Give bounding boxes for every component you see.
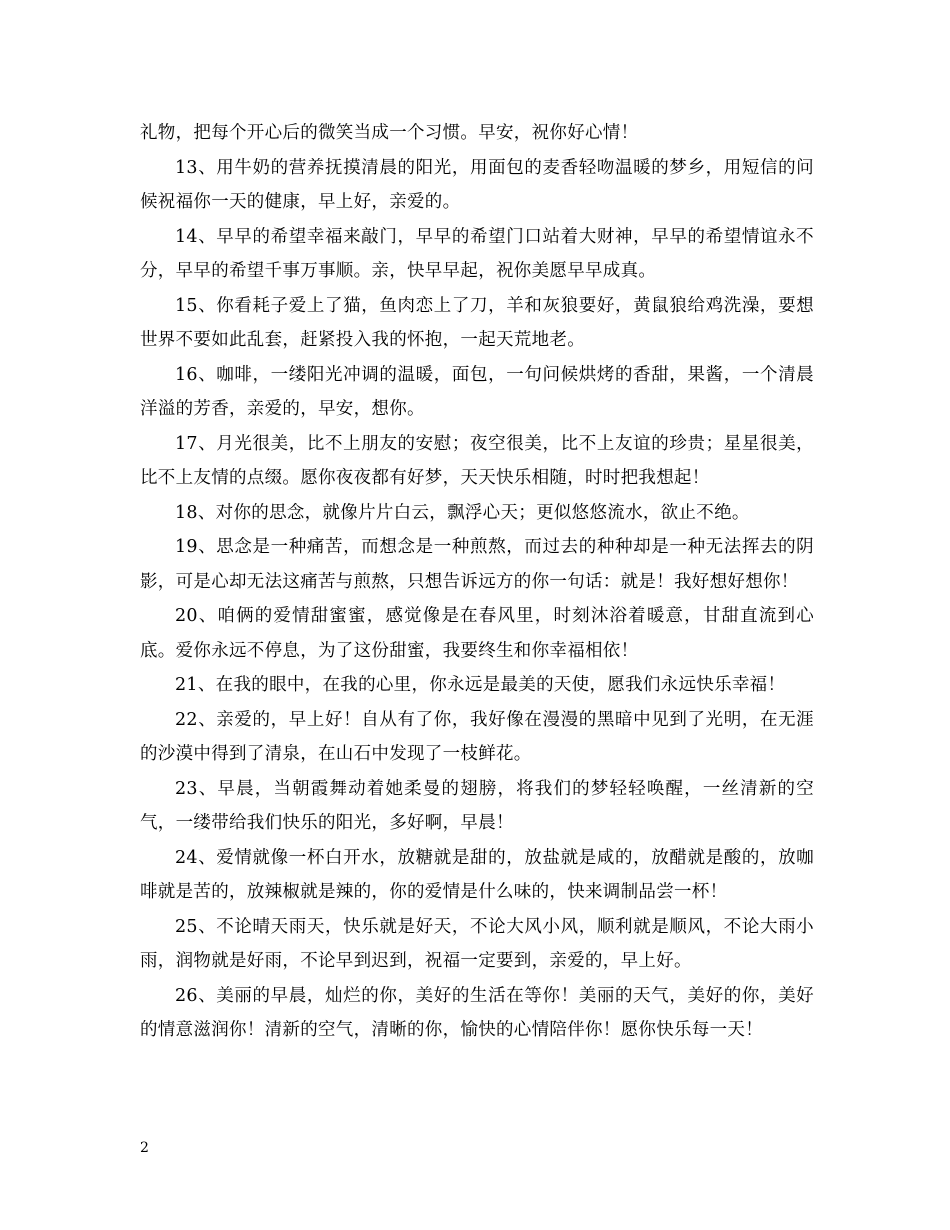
paragraph-14: 14、早早的希望幸福来敲门，早早的希望门口站着大财神，早早的希望情谊永不分，早早的希望千事万事顺。亲，快早早起，祝你美愿早早成真。 bbox=[140, 226, 814, 281]
paragraph-22: 22、亲爱的，早上好！自从有了你，我好像在漫漫的黑暗中见到了光明，在无涯的沙漠中得到了清泉，在山石中发现了一枝鲜花。 bbox=[140, 709, 814, 764]
paragraph-18: 18、对你的思念，就像片片白云，飘浮心天；更似悠悠流水，欲止不绝。 bbox=[175, 502, 750, 523]
paragraph-26: 26、美丽的早晨，灿烂的你，美好的生活在等你！美丽的天气，美好的你，美好的情意滋润你！清新的空气，清晰的你，愉快的心情陪伴你！愿你快乐每一天！ bbox=[140, 985, 814, 1040]
paragraph-15: 15、你看耗子爱上了猫，鱼肉恋上了刀，羊和灰狼要好，黄鼠狼给鸡洗澡，要想世界不要如此乱套，赶紧投入我的怀抱，一起天荒地老。 bbox=[140, 295, 814, 350]
paragraph-19: 19、思念是一种痛苦，而想念是一种煎熬，而过去的种种却是一种无法挥去的阴影，可是心却无法这痛苦与煎熬，只想告诉远方的你一句话：就是！我好想好想你！ bbox=[140, 537, 814, 592]
paragraph-16: 16、咖啡，一缕阳光冲调的温暖，面包，一句问候烘烤的香甜，果酱，一个清晨洋溢的芳香，亲爱的，早安，想你。 bbox=[140, 364, 814, 419]
page-number: 2 bbox=[140, 1140, 149, 1156]
paragraph-17: 17、月光很美，比不上朋友的安慰；夜空很美，比不上友谊的珍贵；星星很美，比不上友情的点缀。愿你夜夜都有好梦，天天快乐相随，时时把我想起！ bbox=[140, 433, 814, 488]
paragraph-20: 20、咱俩的爱情甜蜜蜜，感觉像是在春风里，时刻沐浴着暖意，甘甜直流到心底。爱你永远不停息，为了这份甜蜜，我要终生和你幸福相依！ bbox=[140, 606, 814, 661]
document-body bbox=[140, 116, 814, 1048]
paragraph-23: 23、早晨，当朝霞舞动着她柔曼的翅膀，将我们的梦轻轻唤醒，一丝清新的空气，一缕带给我们快乐的阳光，多好啊，早晨！ bbox=[140, 778, 814, 833]
paragraph-25: 25、不论晴天雨天，快乐就是好天，不论大风小风，顺利就是顺风，不论大雨小雨，润物就是好雨，不论早到迟到，祝福一定要到，亲爱的，早上好。 bbox=[140, 916, 814, 971]
paragraph-continued: 礼物，把每个开心后的微笑当成一个习惯。早安，祝你好心情！ bbox=[140, 123, 639, 143]
paragraph-13: 13、用牛奶的营养抚摸清晨的阳光，用面包的麦香轻吻温暖的梦乡，用短信的问候祝福你一天的健康，早上好，亲爱的。 bbox=[140, 157, 814, 212]
paragraph-24: 24、爱情就像一杯白开水，放糖就是甜的，放盐就是咸的，放醋就是酸的，放咖啡就是苦的，放辣椒就是辣的，你的爱情是什么味的，快来调制品尝一杯！ bbox=[140, 847, 814, 902]
paragraph-21: 21、在我的眼中，在我的心里，你永远是最美的天使，愿我们永远快乐幸福！ bbox=[175, 675, 786, 695]
